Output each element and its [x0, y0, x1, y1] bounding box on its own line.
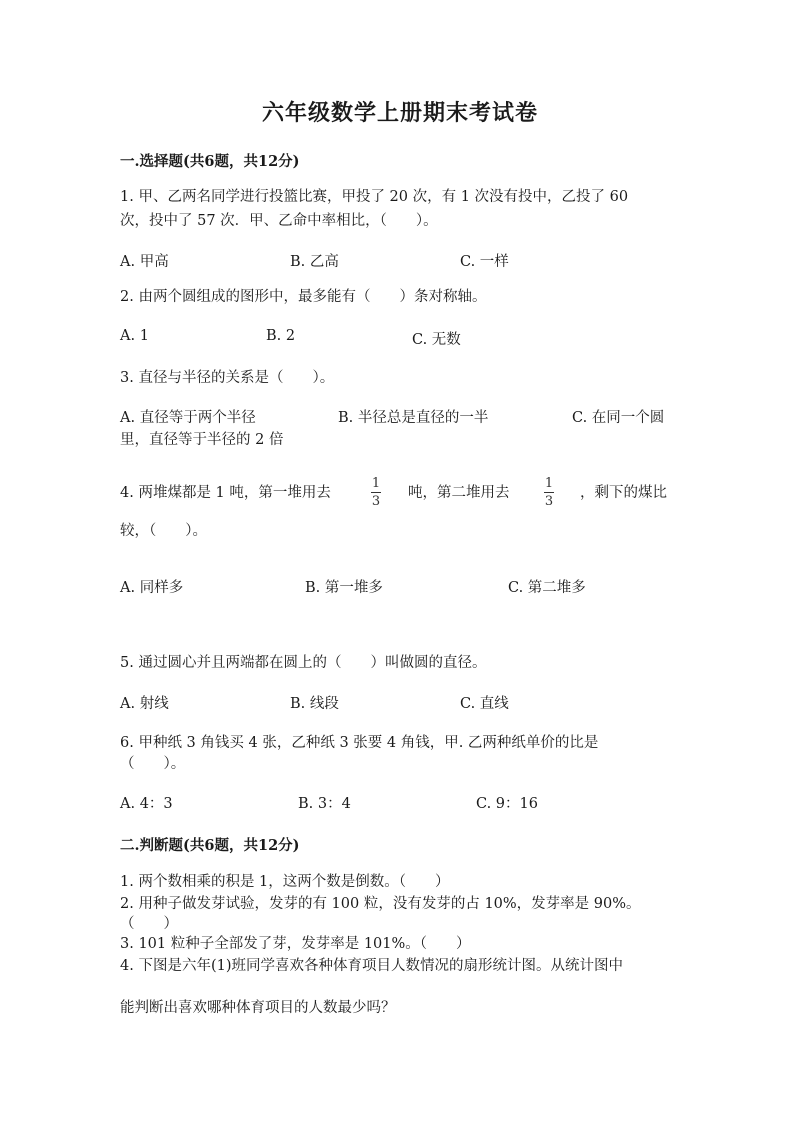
question-6-option-a: A. 4：3	[120, 796, 173, 812]
question-3-option-c: C. 在同一个圆	[572, 410, 665, 426]
question-6-option-b: B. 3：4	[298, 796, 351, 812]
fraction-numerator: 1	[371, 476, 381, 491]
question-2-option-b: B. 2	[266, 328, 296, 344]
question-1-line-2: 次，投中了 57 次．甲、乙命中率相比，（ ）。	[120, 213, 438, 229]
judgement-4-line-2: 能判断出喜欢哪种体育项目的人数最少吗？	[120, 1000, 396, 1016]
fraction-bar	[371, 492, 381, 493]
question-5-option-a: A. 射线	[120, 696, 169, 712]
question-4-line-2: 较，（ ）。	[120, 523, 207, 539]
question-3-option-b: B. 半径总是直径的一半	[338, 410, 489, 426]
fraction-denominator: 3	[544, 494, 554, 509]
question-1-option-a: A. 甲高	[120, 254, 169, 270]
question-3-option-c-continued: 里，直径等于半径的 2 倍	[120, 432, 284, 448]
question-1-option-c: C. 一样	[460, 254, 509, 270]
question-3-text: 3. 直径与半径的关系是（ ）。	[120, 370, 335, 386]
section-heading-true-false: 二.判断题(共6题，共12分)	[120, 837, 300, 854]
fraction-numerator: 1	[544, 476, 554, 491]
section-heading-choice: 一.选择题(共6题，共12分)	[120, 153, 300, 170]
judgement-4-line-1: 4. 下图是六年(1)班同学喜欢各种体育项目人数情况的扇形统计图。从统计图中	[120, 958, 623, 974]
question-6-option-c: C. 9：16	[476, 796, 538, 812]
question-4-option-a: A. 同样多	[120, 580, 184, 596]
fraction-bar	[544, 492, 554, 493]
question-4-option-b: B. 第一堆多	[305, 580, 383, 596]
question-6-line-2: （ ）。	[120, 756, 186, 772]
fraction-one-third-2	[544, 477, 554, 508]
fraction-denominator: 3	[371, 494, 381, 509]
question-2-text: 2. 由两个圆组成的图形中，最多能有（ ）条对称轴。	[120, 289, 487, 305]
question-4-text-part-1: 4. 两堆煤都是 1 吨，第一堆用去	[120, 485, 331, 501]
fraction-one-third-1	[371, 477, 381, 508]
question-5-option-c: C. 直线	[460, 696, 509, 712]
question-2-option-a: A. 1	[120, 328, 149, 344]
question-3-option-a: A. 直径等于两个半径	[120, 410, 256, 426]
judgement-1: 1. 两个数相乘的积是 1，这两个数是倒数。（ ）	[120, 874, 450, 890]
judgement-2-line-2: （ ）	[120, 916, 178, 932]
question-6-line-1: 6. 甲种纸 3 角钱买 4 张，乙种纸 3 张要 4 角钱，甲. 乙两种纸单价的比是	[120, 735, 599, 751]
question-5-option-b: B. 线段	[290, 696, 339, 712]
question-4-text-part-2: 吨，第二堆用去	[408, 485, 510, 501]
question-5-text: 5. 通过圆心并且两端都在圆上的（ ）叫做圆的直径。	[120, 655, 487, 671]
judgement-3: 3. 101 粒种子全部发了芽，发芽率是 101%。（ ）	[120, 936, 471, 952]
question-1-option-b: B. 乙高	[290, 254, 339, 270]
question-2-option-c: C. 无数	[412, 332, 461, 348]
judgement-2-line-1: 2. 用种子做发芽试验，发芽的有 100 粒，没有发芽的占 10%，发芽率是 90%。	[120, 896, 641, 912]
question-1-line-1: 1. 甲、乙两名同学进行投篮比赛，甲投了 20 次，有 1 次没有投中，乙投了 60	[120, 189, 629, 205]
question-4-text-part-3: ，剩下的煤比	[580, 485, 667, 501]
page-title: 六年级数学上册期末考试卷	[261, 100, 538, 126]
question-4-option-c: C. 第二堆多	[508, 580, 586, 596]
